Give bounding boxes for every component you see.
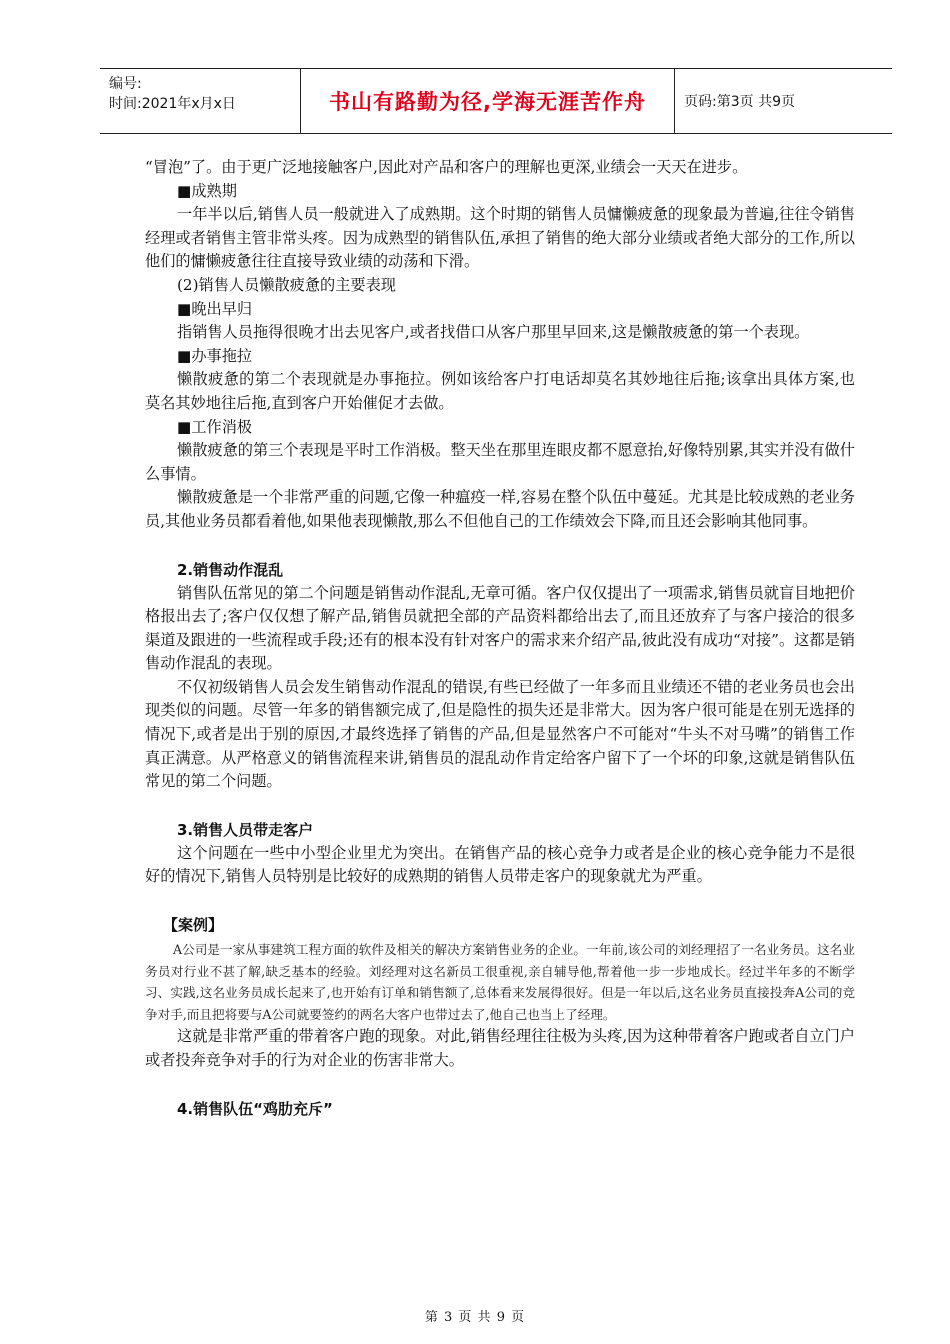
header-left-cell xyxy=(100,69,301,133)
paragraph: 懒散疲惫是一个非常严重的问题,它像一种瘟疫一样,容易在整个队伍中蔓延。尤其是比较成熟的老业务员,其他业务员都看着他,如果他表现懒散,那么不但他自己的工作绩效会下降,而且还会影响其他同事。 xyxy=(145,488,855,530)
page-code: 页码:第3页 共9页 xyxy=(684,94,795,110)
paragraph: 不仅初级销售人员会发生销售动作混乱的错误,有些已经做了一年多而且业绩还不错的老业务员也会出现类似的问题。尽管一年多的销售额完成了,但是隐性的损失还是非常大。因为客户很可能是在别无选择的情况下,或者是出于别的原因,才最终选择了销售的产品,但是显然客户不可能对“牛头不对马嘴”的销售工作真正满意。从严格意义的销售流程来讲,销售员的混乱动作肯定给客户留下了一个坏的印象,这就是销售队伍常见的第二个问题。 xyxy=(145,677,855,791)
subheading-symptoms: (2)销售人员懒散疲惫的主要表现 xyxy=(177,275,396,294)
spacer xyxy=(145,889,855,913)
section-heading-2: 2.销售动作混乱 xyxy=(177,560,284,579)
bullet-heading-delay: ■办事拖拉 xyxy=(177,346,253,365)
paragraph: 销售队伍常见的第二个问题是销售动作混乱,无章可循。客户仅仅提出了一项需求,销售员就盲目地把价格报出去了;客户仅仅想了解产品,销售员就把全部的产品资料都给出去了,而且还放弃了与客户接洽的很多渠道及跟进的一些流程或手段;还有的根本没有针对客户的需求来介绍产品,彼此没有成功“对接”。这都是销售动作混乱的表现。 xyxy=(145,583,855,673)
paragraph: 懒散疲惫的第二个表现就是办事拖拉。例如该给客户打电话却莫名其妙地往后拖;该拿出具体方案,也莫名其妙地往后拖,直到客户开始催促才去做。 xyxy=(145,370,855,412)
bullet-heading-late: ■晚出早归 xyxy=(177,299,253,318)
number-label: 编号: xyxy=(109,76,142,92)
header-motto-cell xyxy=(301,69,675,133)
paragraph: 懒散疲惫的第三个表现是平时工作消极。整天坐在那里连眼皮都不愿意抬,好像特别累,其实并没有做什么事情。 xyxy=(145,441,855,483)
bullet-heading-mature: ■成熟期 xyxy=(177,181,237,200)
document-body xyxy=(145,156,855,1121)
header-table xyxy=(100,68,892,134)
paragraph: 一年半以后,销售人员一般就进入了成熟期。这个时期的销售人员慵懒疲惫的现象最为普遍,往往令销售经理或者销售主管非常头疼。因为成熟型的销售队伍,承担了销售的绝大部分业绩或者绝大部分的工作,所以他们的慵懒疲惫往往直接导致业绩的动荡和下滑。 xyxy=(145,205,855,271)
time-label: 时间:2021年x月x日 xyxy=(109,96,236,112)
section-heading-4: 4.销售队伍“鸡肋充斥” xyxy=(177,1099,333,1118)
case-title: 【案例】 xyxy=(163,916,224,935)
header-page-cell xyxy=(675,69,892,133)
case-body: A公司是一家从事建筑工程方面的软件及相关的解决方案销售业务的企业。一年前,该公司的刘经理招了一名业务员。这名业务员对行业不甚了解,缺乏基本的经验。刘经理对这名新员工很重视,亲自辅导他,帮着他一步一步地成长。经过半年多的不断学习、实践,这名业务员成长起来了,也开始有订单和销售额了,总体看来发展得很好。但是一年以后,这名业务员直接投奔A公司的竞争对手,而且把将要与A公司就要签约的两名大客户也带过去了,他自己也当上了经理。 xyxy=(145,942,855,1022)
paragraph: 这个问题在一些中小型企业里尤为突出。在销售产品的核心竞争力或者是企业的核心竞争能力不是很好的情况下,销售人员特别是比较好的成熟期的销售人员带走客户的现象就尤为严重。 xyxy=(145,843,855,886)
paragraph: 这就是非常严重的带着客户跑的现象。对此,销售经理往往极为头疼,因为这种带着客户跑或者自立门户或者投奔竞争对手的行为对企业的伤害非常大。 xyxy=(145,1027,855,1069)
paragraph: “冒泡”了。由于更广泛地接触客户,因此对产品和客户的理解也更深,业绩会一天天在进步。 xyxy=(145,158,748,176)
motto: 书山有路勤为径,学海无涯苦作舟 xyxy=(329,90,646,114)
spacer xyxy=(145,1073,855,1097)
spacer xyxy=(145,534,855,558)
section-heading-3: 3.销售人员带走客户 xyxy=(177,820,314,839)
bullet-heading-passive: ■工作消极 xyxy=(177,417,253,436)
spacer xyxy=(145,794,855,818)
page-footer: 第 3 页 共 9 页 xyxy=(424,1310,526,1325)
paragraph: 指销售人员拖得很晚才出去见客户,或者找借口从客户那里早回来,这是懒散疲惫的第一个表现。 xyxy=(177,323,810,342)
